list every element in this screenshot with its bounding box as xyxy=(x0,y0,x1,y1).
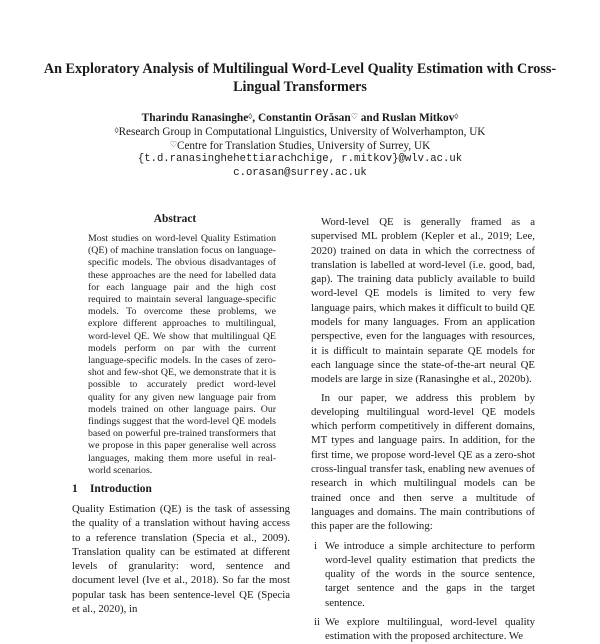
affiliation-mark: ♡ xyxy=(169,140,177,149)
author-separator: and xyxy=(357,112,382,124)
right-column xyxy=(311,215,535,644)
item-text: We explore multilingual, word-level quality estimation with the proposed architecture. We xyxy=(325,616,535,643)
affiliation xyxy=(40,139,560,154)
contribution-item xyxy=(311,615,535,644)
affiliation xyxy=(40,125,560,140)
item-marker: i xyxy=(314,539,317,552)
paper-title: An Exploratory Analysis of Multilingual Word-Level Quality Estimation with Cross-Lingual Transformers xyxy=(43,61,557,95)
author-name: Ruslan Mitkov xyxy=(381,112,455,124)
author-name: Constantin Orăsan xyxy=(257,112,351,124)
abstract-text: Most studies on word-level Quality Estimation (QE) of machine translation focus on language-specific models. The obvious disadvantages of these approaches are the need for labelled data for each language pair and the high cost required to maintain several language-specific models. To overcome these problems, we explore different approaches to multilingual, word-level QE. We show that multilingual QE models perform on par with the current language-specific models. In the cases of zero-shot and few-shot QE, we demonstrate that it is possible to accurately predict word-level quality for any given new language pair from models trained on other language pairs. Our findings suggest that the word-level QE models based on powerful pre-trained transformers that we propose in this paper generalise well across languages, making them more useful in real-world scenarios. xyxy=(88,233,276,476)
author-mark: ♡ xyxy=(350,112,358,121)
author-name: Tharindu Ranasinghe xyxy=(141,112,249,124)
author-mark: ◊ xyxy=(248,112,253,121)
body-paragraph: Word-level QE is generally framed as a supervised ML problem (Kepler et al., 2019; Lee, 2020) trained on data in which the correctness of translation is labelled at word-level (i.e. good, bad, gap). The training data publicly available to build word-level QE models is limited to very few language pairs, which makes it difficult to build QE models for many languages. From an application perspective, even for the languages with resources, it is difficult to maintain separate QE models for each language since the state-of-the-art neural QE models are large in size (Ranasinghe et al., 2020b). xyxy=(311,216,535,386)
author-list xyxy=(40,111,560,126)
email-line: c.orasan@surrey.ac.uk xyxy=(233,167,367,179)
item-marker: ii xyxy=(314,616,320,629)
affiliation-mark: ◊ xyxy=(114,126,119,135)
section-number: 1 xyxy=(72,483,78,495)
author-separator: , xyxy=(252,112,258,124)
affiliation-text: Centre for Translation Studies, University of Surrey, UK xyxy=(177,140,431,152)
item-text: We introduce a simple architecture to perform word-level quality estimation that predicts the quality of the words in the source sentence, target sentence and the gaps in the target sentence. xyxy=(325,539,535,609)
contribution-item xyxy=(311,539,535,610)
author-mark: ◊ xyxy=(454,112,459,121)
email-line: {t.d.ranasinghehettiarachchige, r.mitkov}@wlv.ac.uk xyxy=(137,153,463,165)
introduction-text: Quality Estimation (QE) is the task of assessing the quality of a translation without having access to a reference translation (Specia et al., 2009). Translation quality can be estimated at different levels of granularity: word, sentence and document level (Ive et al., 2018). So far the most popular task has been sentence-level QE (Specia et al., 2020), in xyxy=(72,503,290,616)
body-paragraph: In our paper, we address this problem by developing multilingual word-level QE models which perform competitively in different domains, MT types and language pairs. In addition, for the first time, we propose word-level QE as a zero-shot cross-lingual transfer task, enabling new avenues of research in which multilingual models can be trained once and then serve a multitude of languages and domains. The main contributions of this paper are the following: xyxy=(311,391,535,533)
abstract-heading: Abstract xyxy=(153,213,197,225)
section-title: Introduction xyxy=(90,483,152,495)
section-heading xyxy=(72,483,152,495)
affiliation-text: Research Group in Computational Linguistics, University of Wolverhampton, UK xyxy=(118,126,486,138)
